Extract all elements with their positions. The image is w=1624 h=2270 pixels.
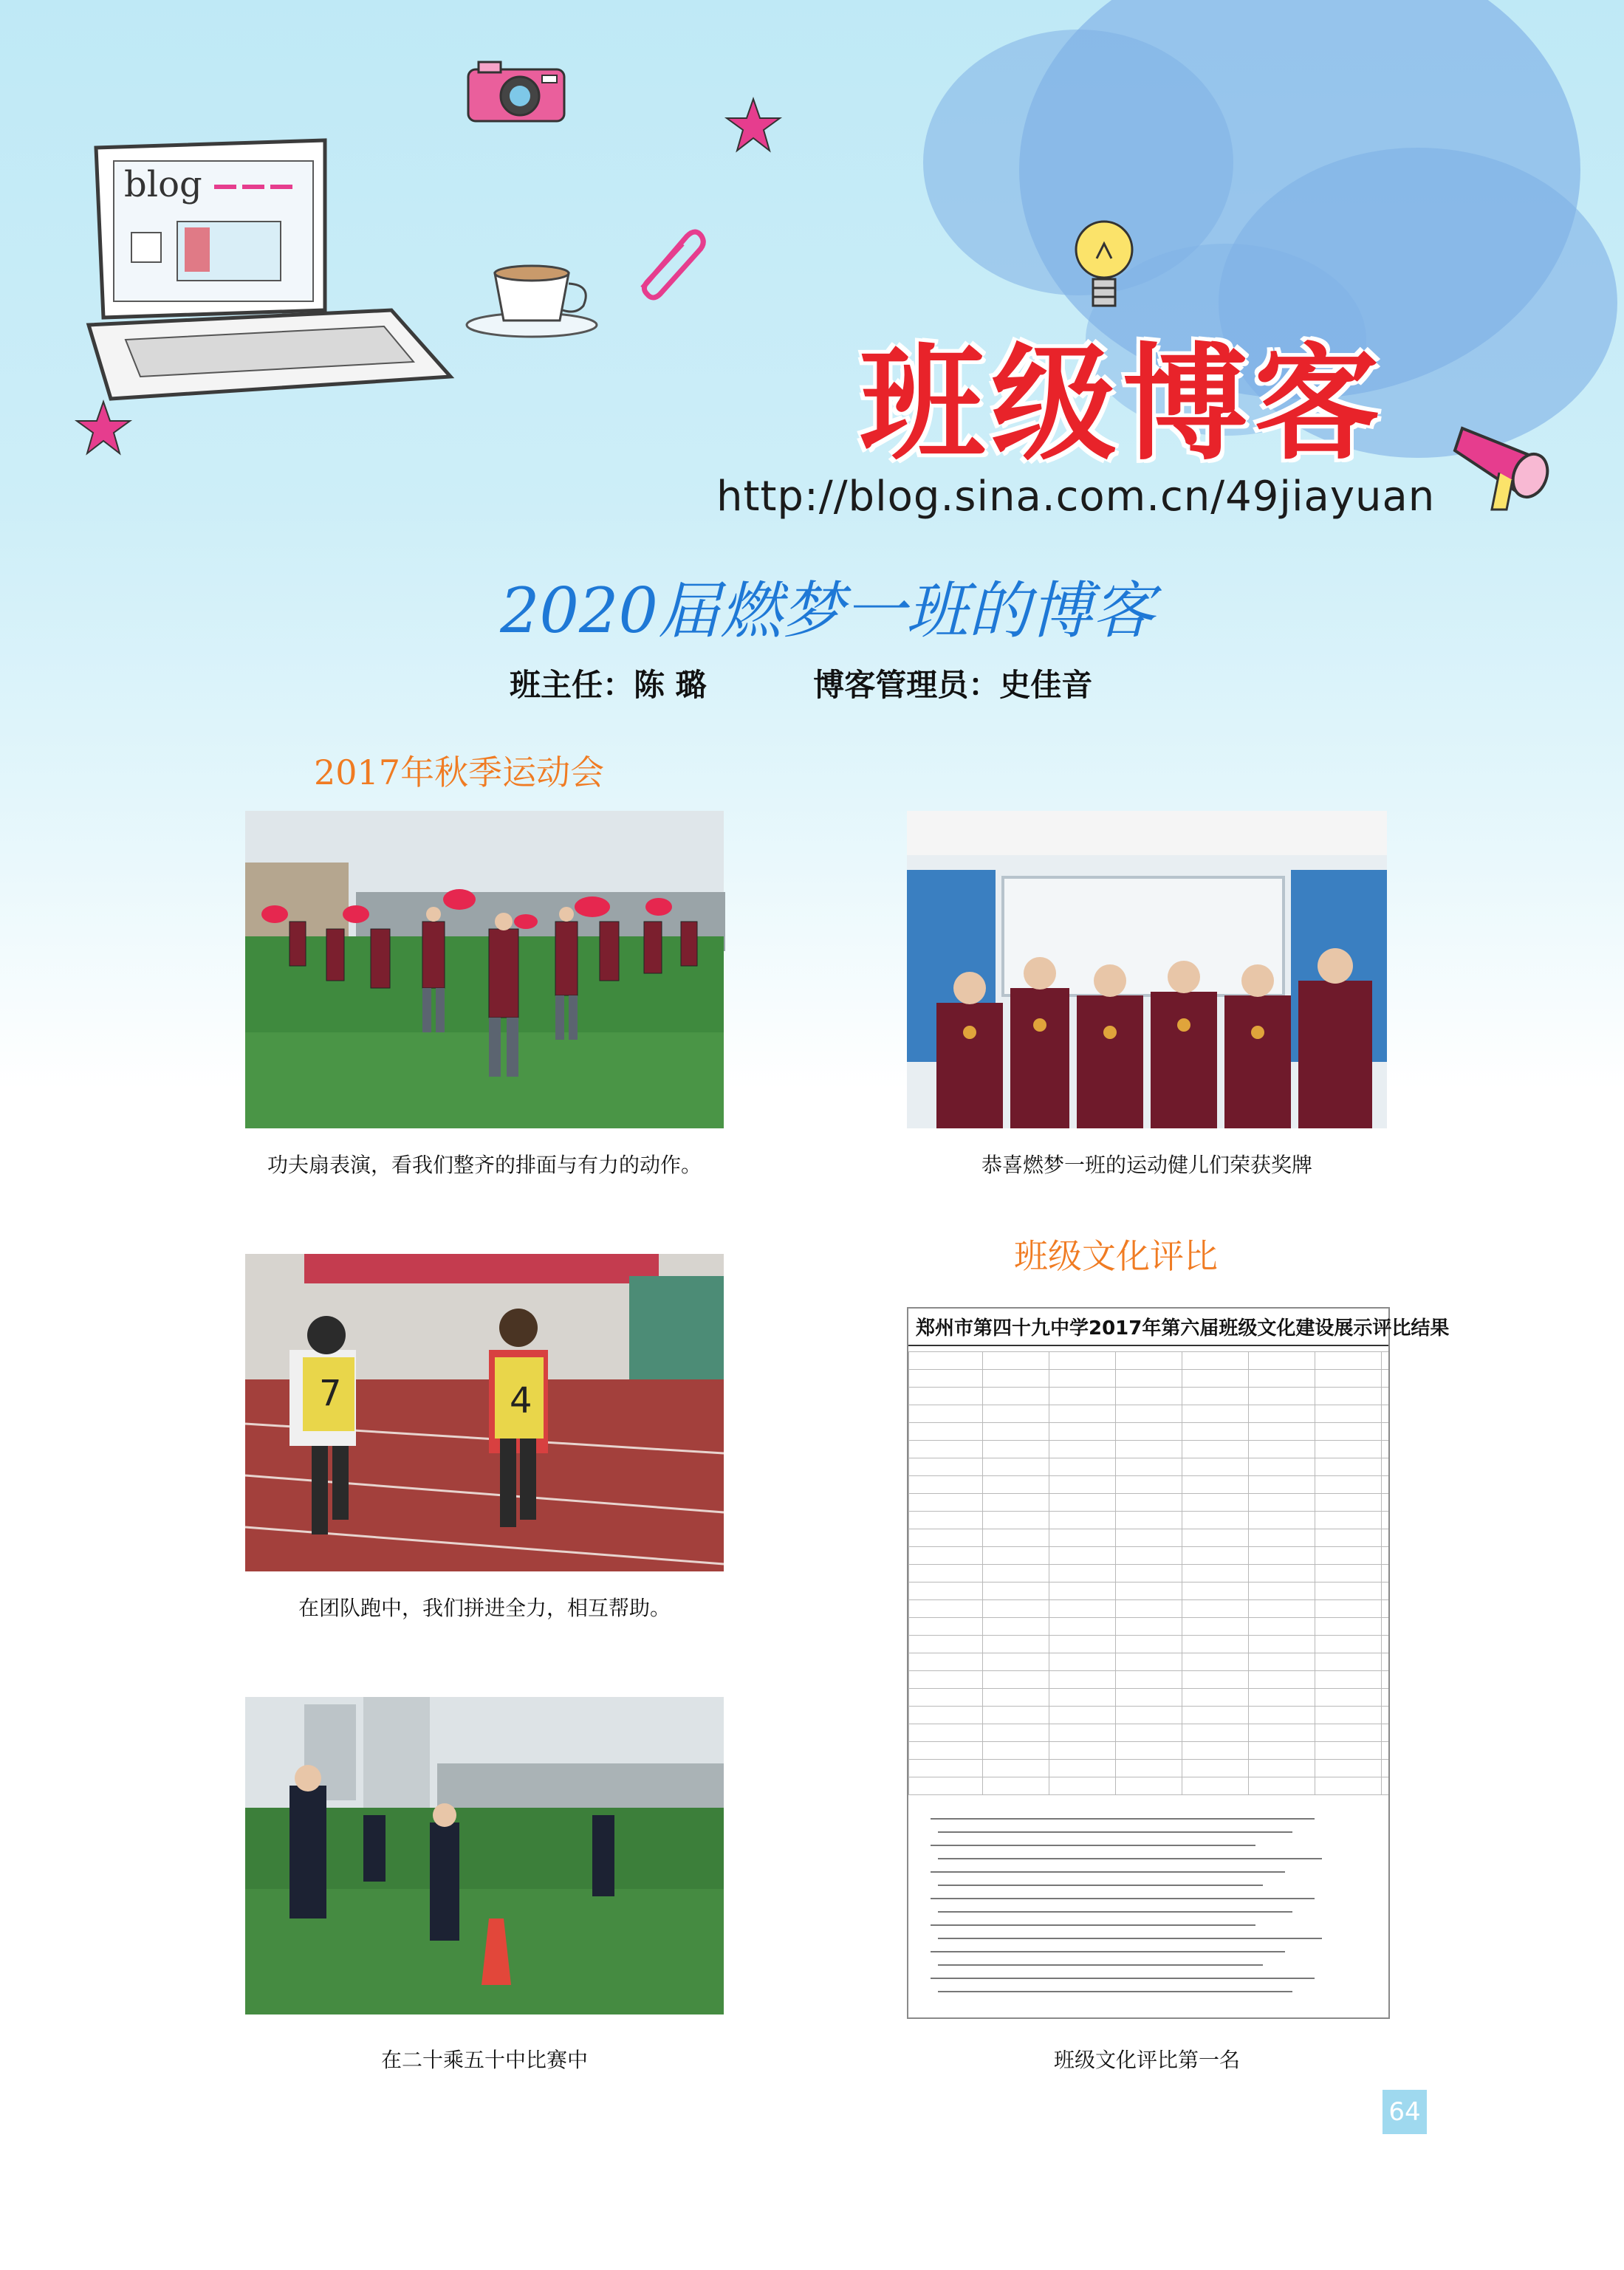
page-number: 64	[1383, 2090, 1427, 2134]
coffee-cup-icon	[465, 251, 613, 340]
table-rule	[908, 1422, 1388, 1423]
laptop-screen-text: blog	[124, 164, 202, 205]
photo-team-run	[245, 1254, 724, 1571]
handwriting-line	[938, 1885, 1263, 1886]
handwriting-line	[938, 1911, 1292, 1913]
section-title-sports: 2017年秋季运动会	[314, 752, 605, 792]
staff-line	[510, 661, 1174, 705]
table-rule	[908, 1351, 1388, 1352]
table-rule	[908, 1546, 1388, 1547]
handwriting-line	[931, 1871, 1285, 1873]
table-rule	[908, 1475, 1388, 1476]
caption-culture-award: 班级文化评比第一名	[1053, 2048, 1240, 2072]
caption-relay-race: 在二十乘五十中比赛中	[380, 2048, 588, 2072]
table-rule	[982, 1351, 983, 1794]
table-rule	[1248, 1351, 1249, 1794]
caption-medal-winners: 恭喜燃梦一班的运动健儿们荣获奖牌	[981, 1153, 1312, 1177]
table-rule	[908, 1794, 1388, 1795]
megaphone-icon	[1447, 399, 1573, 524]
handwriting-line	[938, 1858, 1322, 1859]
handwriting-line	[938, 1991, 1292, 1992]
blog-admin: 博客管理员：史佳音	[813, 667, 1093, 703]
camera-icon	[465, 59, 569, 126]
handwriting-line	[931, 1978, 1315, 1979]
table-rule	[908, 1351, 909, 1794]
handwriting-line	[931, 1845, 1255, 1846]
table-rule	[1381, 1351, 1382, 1794]
blog-url: http://blog.sina.com.cn/49jiayuan	[716, 473, 1436, 521]
table-rule	[908, 1670, 1388, 1671]
handwriting-line	[931, 1898, 1315, 1899]
table-rule	[908, 1759, 1388, 1760]
table-rule	[908, 1440, 1388, 1441]
star-icon	[724, 96, 783, 155]
table-rule	[908, 1688, 1388, 1689]
head-teacher: 班主任：陈 璐	[510, 667, 707, 703]
section-title-culture: 班级文化评比	[1014, 1236, 1218, 1276]
table-rule	[908, 1741, 1388, 1742]
bib-number-7: 7	[319, 1373, 342, 1414]
table-rule	[908, 1493, 1388, 1494]
page-banner-title: 班级博客	[859, 332, 1385, 478]
culture-evaluation-table	[907, 1307, 1450, 2019]
photo-fan-dance	[245, 811, 724, 1128]
table-rule	[908, 1511, 1388, 1512]
caption-team-run: 在团队跑中，我们拼进全力，相互帮助。	[298, 1596, 671, 1620]
table-rule	[908, 1564, 1388, 1565]
table-rule	[908, 1617, 1388, 1618]
handwriting-line	[938, 1831, 1292, 1833]
table-rule	[908, 1706, 1388, 1707]
star-icon	[74, 399, 133, 458]
handwriting-line	[931, 1951, 1285, 1952]
bib-number-4: 4	[510, 1380, 532, 1422]
table-rule	[908, 1582, 1388, 1583]
class-blog-title: 2020届燃梦一班的博客	[500, 575, 1154, 647]
table-rule	[908, 1599, 1388, 1600]
handwriting-line	[931, 1818, 1315, 1820]
handwriting-line	[938, 1938, 1322, 1939]
photo-medal-winners	[907, 811, 1387, 1128]
table-rule	[1115, 1351, 1116, 1794]
handwriting-line	[938, 1964, 1263, 1966]
paperclip-icon	[628, 222, 709, 303]
handwriting-line	[931, 1924, 1255, 1926]
table-rule	[908, 1635, 1388, 1636]
photo-relay-race	[245, 1697, 724, 2014]
caption-fan-dance: 功夫扇表演，看我们整齐的排面与有力的动作。	[267, 1153, 702, 1177]
evaluation-table-title: 郑州市第四十九中学2017年第六届班级文化建设展示评比结果	[908, 1309, 1388, 1346]
table-rule	[908, 1387, 1388, 1388]
table-rule	[908, 1369, 1388, 1370]
